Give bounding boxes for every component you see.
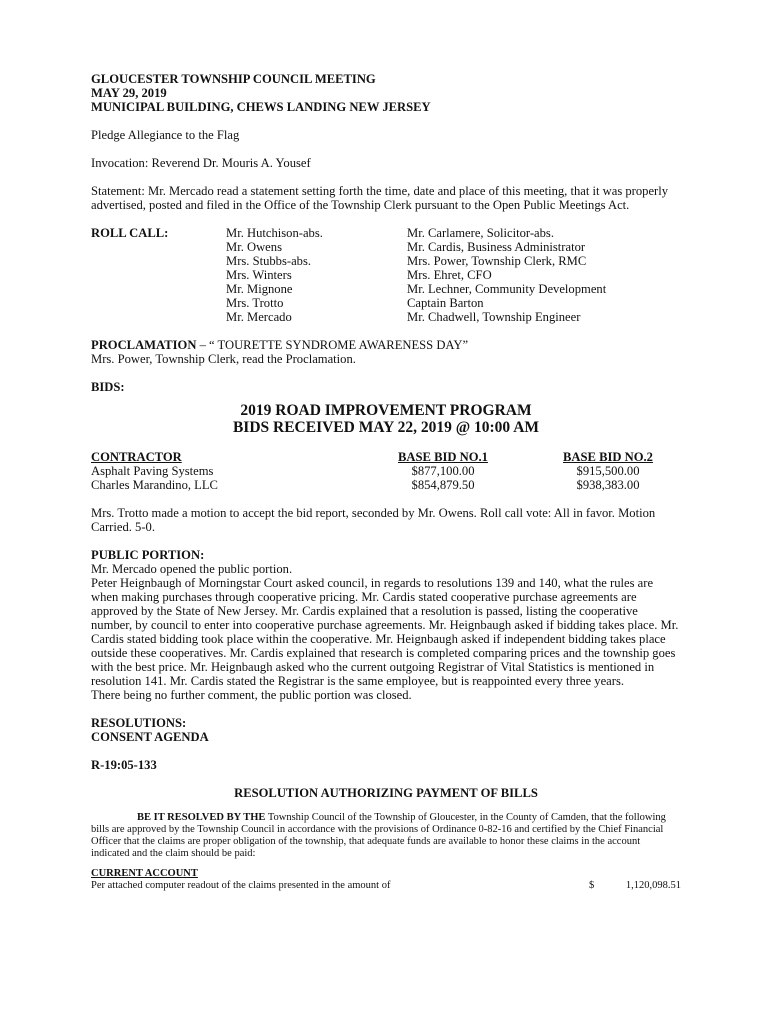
amount-value: 1,120,098.51 bbox=[625, 880, 681, 891]
bids-header-bid2: BASE BID NO.2 bbox=[563, 450, 653, 464]
roll-call-staff: Mr. Lechner, Community Development bbox=[407, 282, 607, 296]
statement-label: Statement: bbox=[91, 184, 145, 198]
proclamation-note: Mrs. Power, Township Clerk, read the Proclamation. bbox=[91, 352, 356, 366]
roll-call-council-list bbox=[226, 226, 407, 324]
public-portion-label: PUBLIC PORTION: bbox=[91, 548, 205, 562]
document-page bbox=[91, 72, 681, 892]
bid-base-2: $938,383.00 bbox=[576, 478, 640, 492]
bid-base-2: $915,500.00 bbox=[576, 464, 640, 478]
resolution-body bbox=[91, 812, 681, 860]
current-account-amount bbox=[589, 880, 681, 892]
resolution-title: RESOLUTION AUTHORIZING PAYMENT OF BILLS bbox=[234, 786, 538, 800]
bids-label: BIDS: bbox=[91, 380, 125, 394]
public-portion-section bbox=[91, 548, 681, 702]
roll-call-staff: Captain Barton bbox=[407, 296, 484, 310]
bids-table bbox=[91, 450, 681, 492]
resolution-text: Township Council of the Township of Gloucester, in the County of Camden, that the following bills are approved by the Township Council in accordance with the provisions of Ordinance 0-82-16 and certified by the Chief Financial Officer that the claims are proper obligation of the township, that adequate funds are available to honor these claims in the account indicated and the claim should be paid: bbox=[91, 812, 666, 859]
resolution-number: R-19:05-133 bbox=[91, 758, 157, 772]
bids-motion: Mrs. Trotto made a motion to accept the bid report, seconded by Mr. Owens. Roll call vote: All in favor. Motion Carried. 5-0. bbox=[91, 506, 656, 534]
bids-header-contractor: CONTRACTOR bbox=[91, 450, 182, 464]
statement-paragraph bbox=[91, 184, 681, 212]
invocation-text: Invocation: Reverend Dr. Mouris A. Yousef bbox=[91, 156, 311, 170]
pledge-text: Pledge Allegiance to the Flag bbox=[91, 128, 240, 142]
header-date: MAY 29, 2019 bbox=[91, 86, 167, 100]
bids-title: 2019 ROAD IMPROVEMENT PROGRAM bbox=[240, 402, 532, 419]
meeting-header bbox=[91, 72, 681, 114]
roll-call-staff: Mr. Carlamere, Solicitor-abs. bbox=[407, 226, 554, 240]
public-portion-opened: Mr. Mercado opened the public portion. bbox=[91, 562, 293, 576]
bid-contractor: Asphalt Paving Systems bbox=[91, 464, 214, 478]
bids-subtitle: BIDS RECEIVED MAY 22, 2019 @ 10:00 AM bbox=[232, 419, 540, 436]
roll-call-staff: Mr. Cardis, Business Administrator bbox=[407, 240, 586, 254]
roll-call-member: Mr. Owens bbox=[226, 240, 282, 254]
public-portion-text: Peter Heignbaugh of Morningstar Court asked council, in regards to resolutions 139 and 140, what the rules are when making purchases through cooperative pricing. Mr. Cardis stated cooperative purchase agreements are approved by the State of New Jersey. Mr. Cardis explained that a resolution is passed, listing the cooperative number, by council to enter into cooperative purchase agreements. Mr. Heignbaugh asked if bidding takes place. Mr. Cardis stated bidding took place within the cooperative. Mr. Heignbaugh asked if independent bidding takes place outside these cooperatives. Mr. Cardis explained that research is completed comparing prices and the township goes with the best price. Mr. Heignbaugh asked who the current outgoing Registrar of Vital Statistics is mentioned in resolution 141. Mr. Cardis stated the Registrar is the same employee, but is reappointed every three years. bbox=[91, 576, 679, 688]
public-portion-closed: There being no further comment, the public portion was closed. bbox=[91, 688, 412, 702]
bids-header-bid1: BASE BID NO.1 bbox=[398, 450, 488, 464]
proclamation-title: – “ TOURETTE SYNDROME AWARENESS DAY” bbox=[196, 338, 469, 352]
roll-call-label: ROLL CALL: bbox=[91, 226, 169, 240]
bid-base-1: $854,879.50 bbox=[411, 478, 475, 492]
roll-call-staff: Mrs. Ehret, CFO bbox=[407, 268, 492, 282]
proclamation-label: PROCLAMATION bbox=[91, 338, 197, 352]
roll-call-member: Mrs. Winters bbox=[226, 268, 292, 282]
bid-base-1: $877,100.00 bbox=[411, 464, 475, 478]
current-account-row bbox=[91, 880, 681, 892]
roll-call-member: Mrs. Stubbs-abs. bbox=[226, 254, 312, 268]
current-account-label: CURRENT ACCOUNT bbox=[91, 868, 198, 879]
bid-contractor: Charles Marandino, LLC bbox=[91, 478, 218, 492]
header-title: GLOUCESTER TOWNSHIP COUNCIL MEETING bbox=[91, 72, 376, 86]
roll-call-staff: Mr. Chadwell, Township Engineer bbox=[407, 310, 581, 324]
resolutions-label: RESOLUTIONS: bbox=[91, 716, 187, 730]
roll-call-member: Mrs. Trotto bbox=[226, 296, 284, 310]
header-location: MUNICIPAL BUILDING, CHEWS LANDING NEW JERSEY bbox=[91, 100, 431, 114]
statement-text: Mr. Mercado read a statement setting forth the time, date and place of this meeting, that it was properly advertised, posted and filed in the Office of the Township Clerk pursuant to the Open Public Meetings Act. bbox=[91, 184, 669, 212]
roll-call-staff-list bbox=[407, 226, 681, 324]
roll-call-member: Mr. Mercado bbox=[226, 310, 292, 324]
resolution-lead: BE IT RESOLVED BY THE bbox=[137, 812, 266, 823]
roll-call-section bbox=[91, 226, 681, 324]
roll-call-member: Mr. Hutchison-abs. bbox=[226, 226, 323, 240]
consent-agenda-label: CONSENT AGENDA bbox=[91, 730, 209, 744]
roll-call-member: Mr. Mignone bbox=[226, 282, 293, 296]
proclamation-section bbox=[91, 338, 681, 366]
current-account-text: Per attached computer readout of the claims presented in the amount of bbox=[91, 880, 391, 891]
currency-symbol: $ bbox=[589, 880, 595, 891]
roll-call-staff: Mrs. Power, Township Clerk, RMC bbox=[407, 254, 587, 268]
